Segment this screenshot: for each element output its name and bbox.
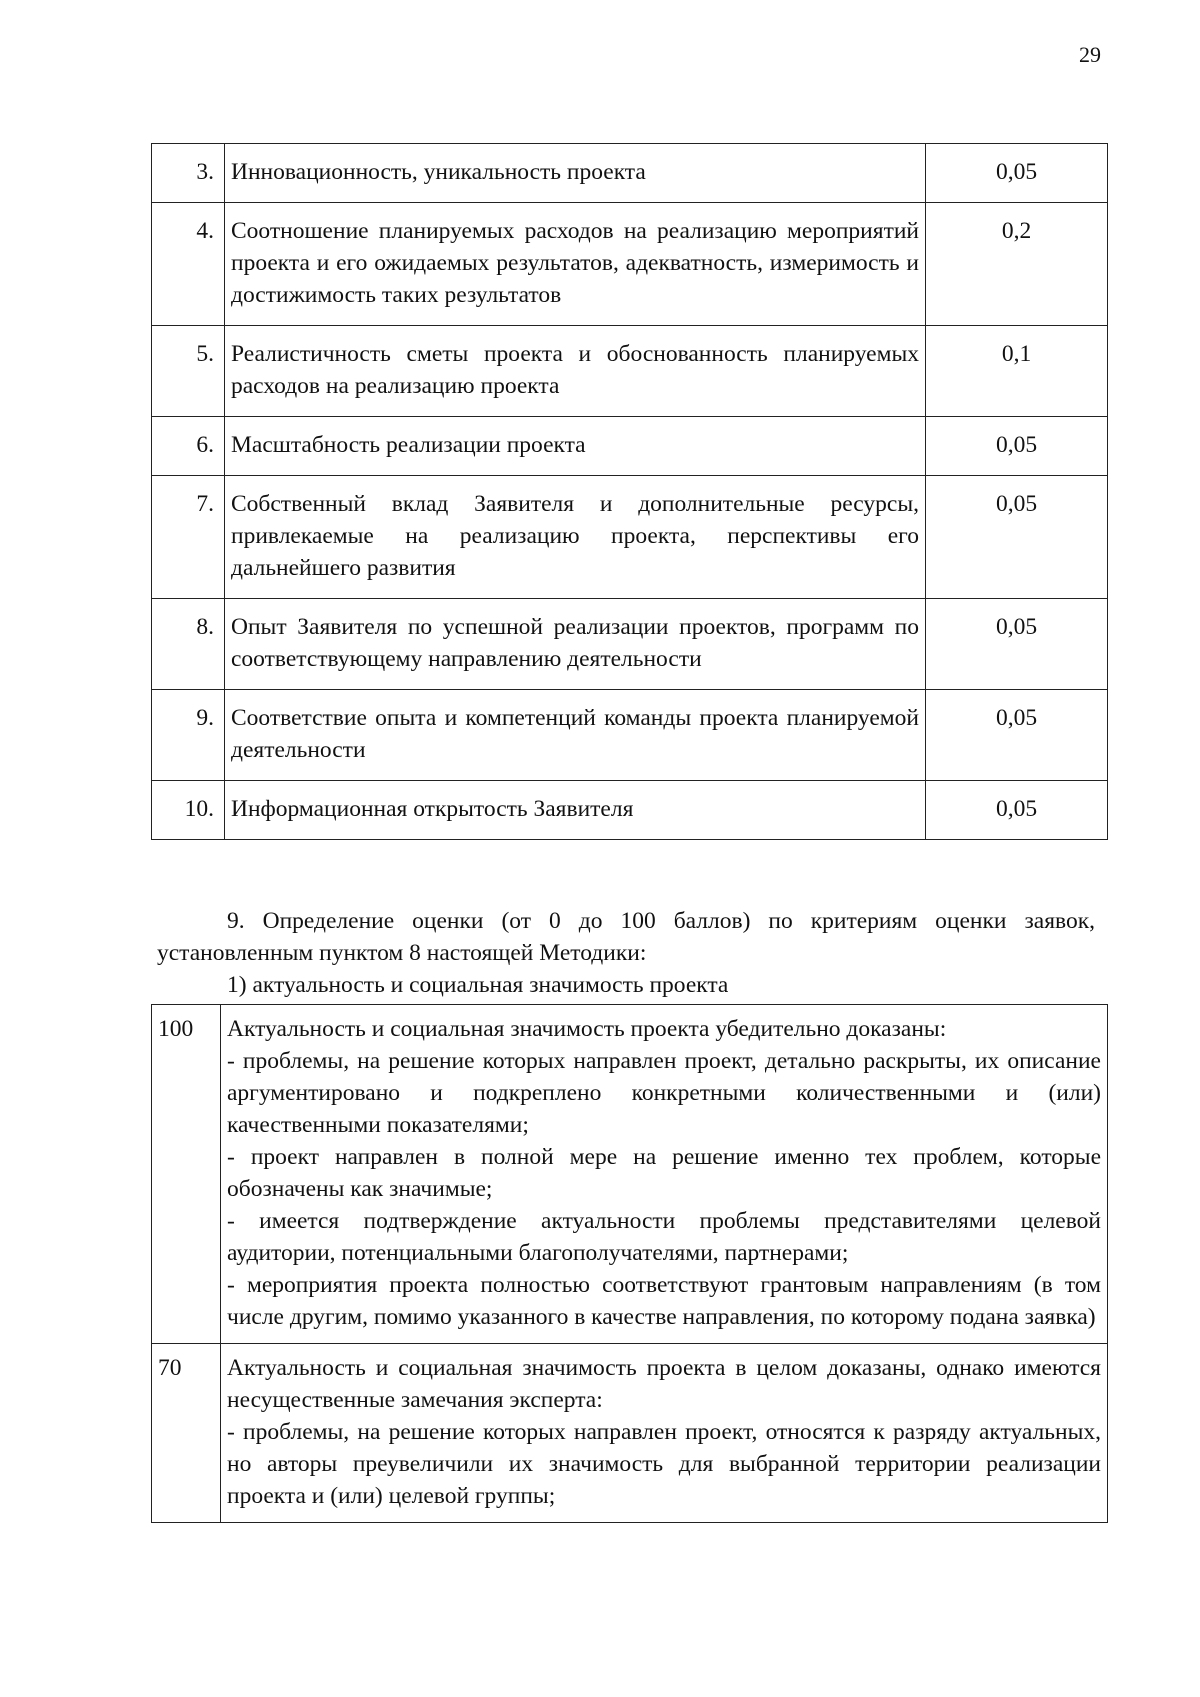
score-value: 100 <box>152 1005 221 1344</box>
criterion-text: Соотношение планируемых расходов на реализацию мероприятий проекта и его ожидаемых результатов, адекватность, измеримость и достижимость таких результатов <box>225 203 926 326</box>
criterion-text: Масштабность реализации проекта <box>225 417 926 476</box>
criterion-number: 7. <box>152 476 225 599</box>
criteria-weights-table <box>151 143 1108 840</box>
table-row <box>152 203 1108 326</box>
criterion-text: Информационная открытость Заявителя <box>225 781 926 840</box>
criterion-number: 6. <box>152 417 225 476</box>
description-line: Актуальность и социальная значимость проекта убедительно доказаны: <box>227 1016 947 1042</box>
scoring-table <box>151 1004 1108 1523</box>
criterion-weight: 0,05 <box>926 417 1108 476</box>
subsection-1-heading: 1) актуальность и социальная значимость проекта <box>227 972 729 998</box>
description-line: - имеется подтверждение актуальности проблемы представителями целевой аудитории, потенциальными благополучателями, партнерами; <box>227 1208 1101 1266</box>
table-row <box>152 417 1108 476</box>
criterion-weight: 0,05 <box>926 144 1108 203</box>
table-row <box>152 476 1108 599</box>
criterion-weight: 0,05 <box>926 476 1108 599</box>
criterion-number: 8. <box>152 599 225 690</box>
criterion-number: 3. <box>152 144 225 203</box>
description-line: - проект направлен в полной мере на решение именно тех проблем, которые обозначены как значимые; <box>227 1144 1101 1202</box>
table-row <box>152 599 1108 690</box>
description-line: - проблемы, на решение которых направлен проект, относятся к разряду актуальных, но авторы преувеличили их значимость для выбранной территории реализации проекта и (или) целевой группы; <box>227 1419 1101 1509</box>
description-line: - мероприятия проекта полностью соответствуют грантовым направлениям (в том числе другим, помимо указанного в качестве направления, по которому подана заявка) <box>227 1272 1101 1330</box>
description-line: - проблемы, на решение которых направлен проект, детально раскрыты, их описание аргументировано и подкреплено конкретными количественными и (или) качественными показателями; <box>227 1048 1101 1138</box>
criterion-number: 9. <box>152 690 225 781</box>
criterion-weight: 0,05 <box>926 690 1108 781</box>
criterion-text: Реалистичность сметы проекта и обоснованность планируемых расходов на реализацию проекта <box>225 326 926 417</box>
criterion-text: Инновационность, уникальность проекта <box>225 144 926 203</box>
criterion-text: Собственный вклад Заявителя и дополнительные ресурсы, привлекаемые на реализацию проекта, перспективы его дальнейшего развития <box>225 476 926 599</box>
page-number: 29 <box>1079 42 1101 67</box>
score-value: 70 <box>152 1344 221 1523</box>
criterion-weight: 0,1 <box>926 326 1108 417</box>
criterion-number: 10. <box>152 781 225 840</box>
table-row <box>152 1344 1108 1523</box>
criterion-weight: 0,05 <box>926 781 1108 840</box>
score-description <box>221 1344 1108 1523</box>
criterion-weight: 0,05 <box>926 599 1108 690</box>
table-row <box>152 1005 1108 1344</box>
criterion-weight: 0,2 <box>926 203 1108 326</box>
score-description <box>221 1005 1108 1344</box>
table-row <box>152 781 1108 840</box>
section-9-heading: 9. Определение оценки (от 0 до 100 баллов) по критериям оценки заявок, установленным пунктом 8 настоящей Методики: <box>157 908 1095 966</box>
table-row <box>152 326 1108 417</box>
criterion-number: 5. <box>152 326 225 417</box>
description-line: Актуальность и социальная значимость проекта в целом доказаны, однако имеются несущественные замечания эксперта: <box>227 1355 1101 1413</box>
table-row <box>152 144 1108 203</box>
table-row <box>152 690 1108 781</box>
criterion-text: Соответствие опыта и компетенций команды проекта планируемой деятельности <box>225 690 926 781</box>
criterion-text: Опыт Заявителя по успешной реализации проектов, программ по соответствующему направлению деятельности <box>225 599 926 690</box>
criterion-number: 4. <box>152 203 225 326</box>
